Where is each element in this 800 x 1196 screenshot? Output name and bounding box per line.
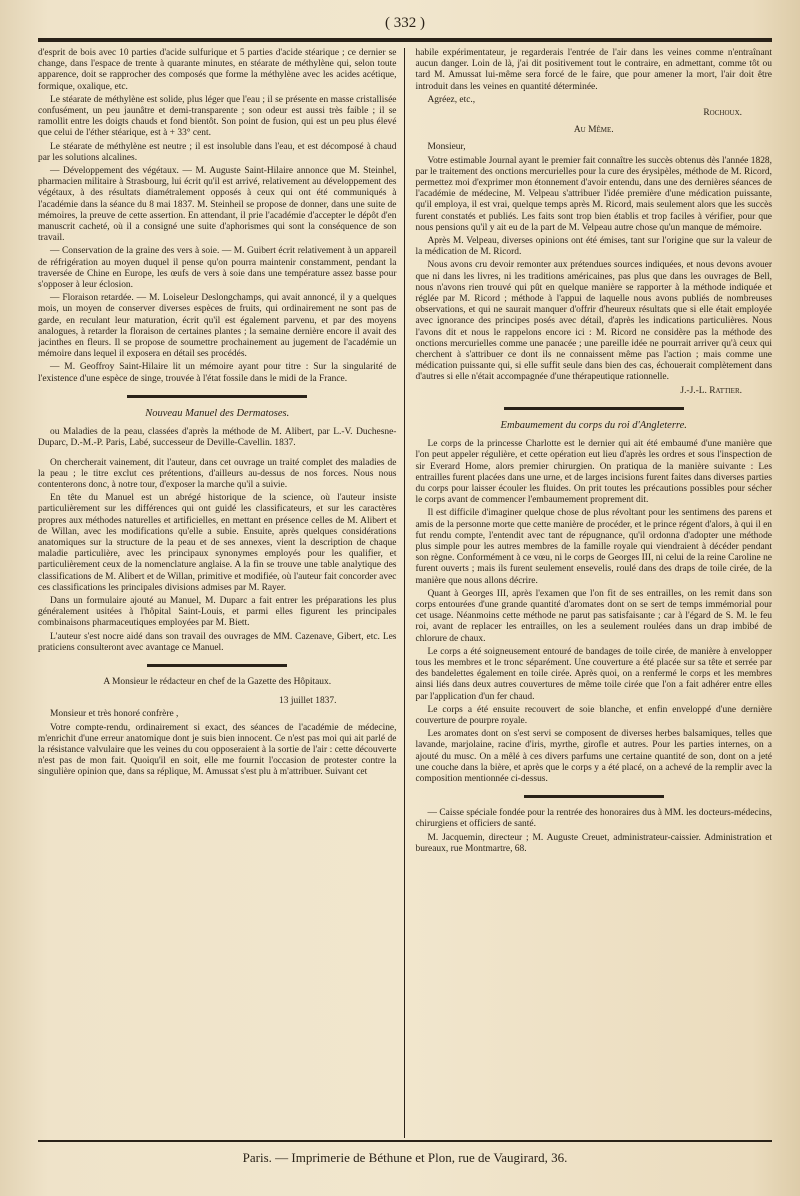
paragraph: Il est difficile d'imaginer quelque chose de plus révoltant pour les sentimens des parens et amis de la personne morte que cette manière de procéder, et le prince régent d'alors, à qui il en fut rendu compte, l'entendit avec tant de répugnance, qu'il ordonna d'adopter une méthode plus simple pour les autres membres de la famille royale qui viendraient à décéder pendant son règne. Conformément à ce vœu, ni le corps de Georges III, ni celui de la reine Caroline ne furent ouverts ; mais ils furent seulement ensevelis, roulé dans des draps de toile cirée, de la manière que nous allons décrire. (415, 508, 772, 586)
paragraph: habile expérimentateur, je regarderais l'entrée de l'air dans les veines comme n'entraînant aucun danger. Loin de là, j'ai dit positivement tout le contraire, en admettant, comme tôt ou tard M. Amussat lui-même sera forcé de le faire, que pour amener la mort, l'air doit être introduit dans les veines en quantité déterminée. (415, 48, 772, 92)
paragraph: Votre estimable Journal ayant le premier fait connaître les succès obtenus dès l'année 1828, par le traitement des onctions mercurielles pour la cure des érysipèles, méthode de M. Ricord, permettez moi d'exprimer mon étonnement d'avoir entendu, dans une des dernières séances de l'académie de médecine, M. Velpeau s'attribuer l'idée première d'une médication puissante, qu'il employa, il est vrai, quelque temps après M. Ricord, mais seulement alors que les succès furent constatés et publiés. Les faits sont trop bien établis et trop faciles à vérifier, pour que nous pensions qu'il y ait eu de la part de M. Velpeau autre chose qu'un manque de mémoire. (415, 155, 772, 233)
paragraph: Le corps de la princesse Charlotte est le dernier qui ait été embaumé d'une manière que l'on peut appeler régulière, et cette opération eut lieu d'après les ordres et sous l'inspection de sir Everard Home, alors premier chirurgien. On pratiqua de la manière suivante : Les entrailles furent placées dans une urne, et de larges incisions furent faites dans diverses parties du corps pour laisser écouler les fluides. On prit toutes les précautions possibles pour sécher le corps avant de commencer l'embaumement proprement dit. (415, 439, 772, 506)
manuel-title: Nouveau Manuel des Dermatoses. (145, 407, 290, 419)
closing: Agréez, etc., (427, 94, 476, 105)
paragraph: L'auteur s'est nocre aidé dans son travail des ouvrages de MM. Cazenave, Gibert, etc. Les praticiens consulteront avec avantage ce Manuel. (38, 631, 397, 653)
letter-salutation: Monsieur et très honoré confrère , (50, 709, 179, 720)
au-meme-heading: Au Même. (573, 125, 614, 136)
section-separator (127, 395, 307, 398)
signature-rochoux: Rochoux. (703, 108, 742, 119)
paragraph: Quant à Georges III, après l'examen que l'on fit de ses entrailles, on les remit dans son corps entourées d'une grande quantité d'aromates dont on se sert de temps immémorial pour cet usage. Néanmoins cette méthode ne parut pas satisfaisante ; car à l'égard de S. M. le feu roi, avant de replacer les entrailles, on les a seulement roulées dans un drap imbibé de chlorure de chaux. (415, 588, 772, 644)
paragraph: Après M. Velpeau, diverses opinions ont été émises, tant sur l'origine que sur la valeur de la médication de M. Ricord. (415, 236, 772, 258)
signature-rattier: J.-J.-L. Rattier. (680, 385, 742, 396)
section-separator (524, 795, 664, 798)
paragraph: Le corps a été soigneusement entouré de bandages de toile cirée, de manière à envelopper tous les membres et le tronc séparément. Une couverture a été placée sur sa tête et serrée par des bandelettes également en toile cirée. Après quoi, on a renfermé le corps et les membres ainsi liés dans deux autres couvertures de même toile cirée que l'on a fait adhérer entre elles par l'application d'un fer chaud. (415, 646, 772, 702)
letter-heading: A Monsieur le rédacteur en chef de la Gazette des Hôpitaux. (103, 676, 332, 687)
paragraph: — Caisse spéciale fondée pour la rentrée des honoraires dus à MM. les docteurs-médecins, chirurgiens et officiers de santé. (415, 808, 772, 830)
left-column (38, 48, 404, 1148)
page-number: ( 332 ) (385, 15, 425, 31)
paragraph: Le corps a été ensuite recouvert de soie blanche, et enfin enveloppé d'une dernière couverture de pourpre royale. (415, 704, 772, 726)
paragraph: — Développement des végétaux. — M. Auguste Saint-Hilaire annonce que M. Steinhel, pharmacien militaire à Strasbourg, lui écrit qu'il est arrivé, relativement au développement des végétaux, à des résultats diamétralement opposés à ceux qui ont été communiqués à l'académie dans la séance du 8 mai 1837. M. Steinheil se propose de donner, dans une suite de mémoires, la preuve de cette assertion. En attendant, il prie l'académie d'accepter le dépôt d'en manuscrit cacheté, où il a consigné une suite d'aphorismes qui sont la conséquence de son travail. (38, 166, 397, 244)
paragraph: M. Jacquemin, directeur ; M. Auguste Creuet, administrateur-caissier. Administration et bureaux, rue Montmartre, 68. (415, 832, 772, 854)
paragraph: Le stéarate de méthylène est solide, plus léger que l'eau ; il se présente en masse cristallisée confusément, un peu jaunâtre et demi-transparente ; son odeur est aussi très faible ; il se ramollit entre les doigts chauds et fond bientôt. Son point de fusion, qui est un peu plus élevé que celui de l'éther stéarique, est à + 33° cent. (38, 94, 397, 139)
right-column (405, 48, 772, 1148)
columns (38, 48, 772, 1148)
embaumement-title: Embaumement du corps du roi d'Angleterre. (500, 419, 687, 431)
paragraph: — Conservation de la graine des vers à soie. — M. Guibert écrit relativement à un appareil de réfrigération au moyen duquel il pense qu'on pourra maintenir constamment, pendant la traversée de Chine en Europe, les œufs de vers à soie dans une température assez basse pour s'opposer à leur éclosion. (38, 246, 397, 291)
section-separator (147, 664, 287, 667)
paragraph: Dans un formulaire ajouté au Manuel, M. Duparc a fait entrer les préparations les plus généralement usitées à l'hôpital Saint-Louis, et parmi elles figurent les principales combinaisons pharmaceutiques employées par M. Biett. (38, 595, 397, 629)
paragraph: — M. Geoffroy Saint-Hilaire lit un mémoire ayant pour titre : Sur la singularité de l'existence d'une espèce de singe, trouvée à l'état fossile dans le midi de la France. (38, 362, 397, 384)
paragraph: Les aromates dont on s'est servi se composent de diverses herbes balsamiques, telles que lavande, marjolaine, racine d'iris, myrthe, girofle et autres. Pour les parties internes, on a ajouté du musc. On a mêlé à ces divers parfums une certaine quantité de son, dont on a jeté une couche dans la bière, et après que le corps y a été placé, on a achevé de la remplir avec la composition mentionnée ci-dessus. (415, 729, 772, 784)
paragraph: En tête du Manuel est un abrégé historique de la science, où l'auteur insiste particulièrement sur les différences qui ont guidé les classificateurs, et sur les caractères propres aux méthodes naturelles et artificielles, en mettant en présence celles de M. Alibert et de Willan, avec les modifications qu'elle a subie. Ensuite, après quelques considérations anatomiques sur la structure de la peau et de ses annexes, vient la description de chaque maladie particulière, avec les principaux synonymes employés pour les qualifier, et particulièrement ceux de la nomenclature anglaise. A la fin se trouve une table analytique des classifications de M. Alibert et de Willan, primitive et modifiée, où l'auteur fait concorder avec ces classifications les principales divisions admises par M. Rayer. (38, 493, 397, 593)
paragraph: Le stéarate de méthylène est neutre ; il est insoluble dans l'eau, et est décomposé à chaud par les solutions alcalines. (38, 141, 397, 163)
paragraph: Nous avons cru devoir remonter aux prétendues sources indiquées, et nous devons avouer que ni dans les livres, ni les traditions américaines, pas plus que dans les ouvrages de Bell, nous n'avons rien trouvé qui pût en quelque manière se rapporter à la méthode indiquée et réglée par M. Ricord ; méthode à l'appui de laquelle nous avons publiés de nombreuses observations, et qui ne saurait manquer d'offrir d'heureux résultats que si elle était employée avec ignorance des principes posés avec détail, d'après les indications particulières. Nous l'avons dit et nous le rappelons encore ici : M. Ricord ne considère pas la méthode des onctions mercurielles comme une panacée ; une pareille idée ne pourrait arriver qu'à ceux qui cherchent à s'attribuer ce dont ils ne connaissent même pas l'action ; mais comme une médication puissante qui, si elle suffit seule dans bien des cas, échouerait complètement dans d'autres si elle n'était accompagnée d'une thérapeutique rationnelle. (415, 260, 772, 383)
paragraph: On chercherait vainement, dit l'auteur, dans cet ouvrage un traité complet des maladies de la peau ; le titre exclut ces prétentions, d'ailleurs au-dessus de nos forces. Nous nous contenterons donc, à notre tour, d'exposer la marche qu'il a suivie. (38, 457, 397, 490)
top-rule (38, 38, 772, 42)
manuel-subtitle: ou Maladies de la peau, classées d'après la méthode de M. Alibert, par L.-V. Duchesne-Duparc, D.-M.-P. Paris, Labé, successeur de Deville-Cavellin. 1837. (38, 427, 397, 449)
section-separator (504, 407, 684, 410)
paragraph: — Floraison retardée. — M. Loiseleur Deslongchamps, qui avait annoncé, il y a quelques mois, un moyen de conserver diverses espèces de fruits, qui ordinairement ne sont pas de garde, en reculant leur maturation, écrit qu'il est également parvenu, et par des moyens analogues, à retarder la floraison de certaines plantes ; la semaine dernière encore il avait des jacinthes en fleurs. Il se propose de soumettre prochainement au jugement de l'académie un mémoire dans lequel il exposera en détail ses procédés. (38, 293, 397, 360)
paragraph: d'esprit de bois avec 10 parties d'acide sulfurique et 5 parties d'acide stéarique ; ce dernier se change, dans l'espace de trente à quarante minutes, en stéarate de méthylène qui, selon toute apparence, doit se rapprocher des composés que forme la méthylène avec les acides acétique, formique, oxalique, etc. (38, 48, 397, 92)
paragraph: Votre compte-rendu, ordinairement si exact, des séances de l'académie de médecine, m'enrichit d'une erreur anatomique dont je suis bien innocent. Ce n'est pas moi qui ait parlé de la résistance valvulaire que les veines du cou opposeraient à la sortie de l'air : cette découverte n'est pas de mon fait. Quoiqu'il en soit, elle me fournit l'occasion de protester contre la singulière opinion que, dans sa réplique, M. Amussat s'est plu à m'attribuer. Suivant cet (38, 722, 397, 778)
imprint-footer: Paris. — Imprimerie de Béthune et Plon, rue de Vaugirard, 36. (38, 1140, 772, 1166)
letter-date: 13 juillet 1837. (279, 696, 337, 707)
salutation: Monsieur, (427, 142, 466, 153)
